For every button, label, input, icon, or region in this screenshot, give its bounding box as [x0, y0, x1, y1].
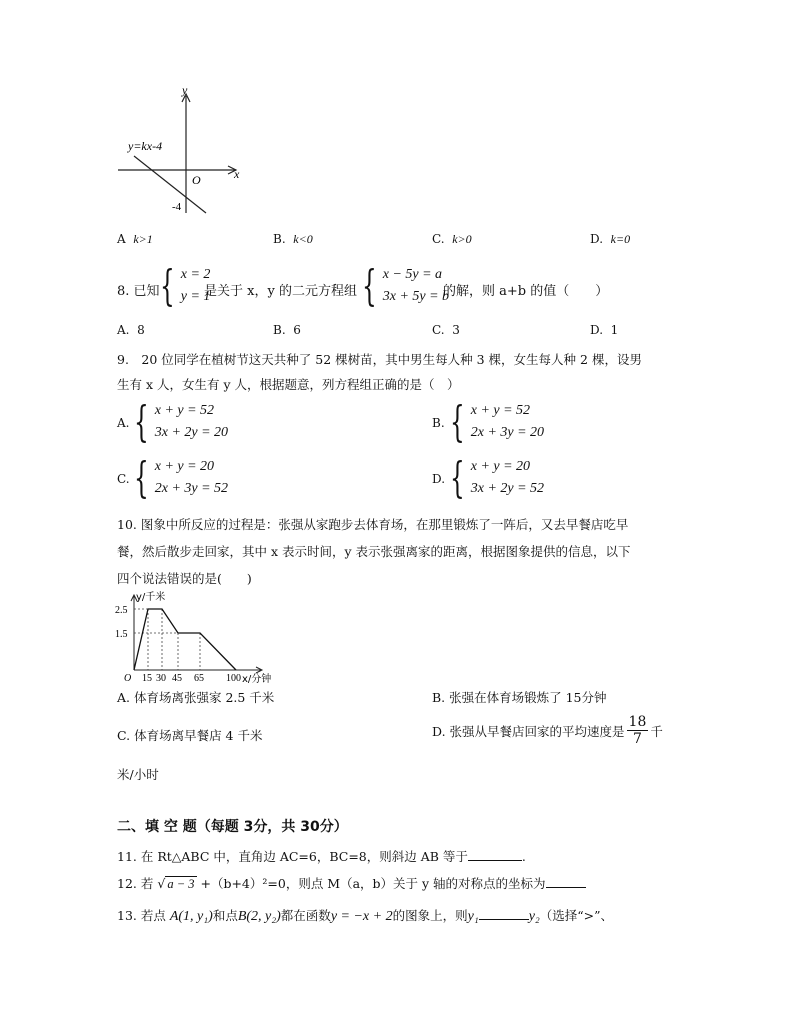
option-letter: D.	[590, 323, 604, 337]
q8-solution-system	[160, 261, 211, 310]
q13-end: （选择“>”、	[539, 908, 614, 923]
system-line: 2x + 3y = 52	[154, 481, 229, 496]
option-text: k=0	[610, 232, 631, 246]
brace: {	[450, 453, 465, 502]
q12-middle: +（b+4）²=0，则点 M（a，b）关于 y 轴的对称点的坐标为	[200, 876, 546, 891]
ytick-1-5: 1.5	[115, 629, 128, 640]
brace: {	[134, 453, 149, 502]
sqrt-symbol: √	[157, 876, 166, 891]
q13-blank[interactable]	[479, 907, 529, 920]
system-line: x + y = 52	[154, 403, 215, 418]
q7-graph	[110, 88, 250, 218]
xtick-65: 65	[194, 673, 204, 684]
brace: {	[362, 261, 377, 310]
option-letter: D.	[590, 232, 604, 246]
q7-option-c	[432, 232, 472, 247]
q10-line3: 四个说法错误的是( )	[117, 571, 252, 586]
q9-line2: 生有 x 人，女生有 y 人，根据题意，列方程组正确的是（ ）	[117, 377, 460, 392]
xtick-45: 45	[172, 673, 182, 684]
xtick-15: 15	[142, 673, 152, 684]
option-text: 1	[610, 323, 619, 337]
section-2-title: 二、填 空 题（每题 3分，共 30分）	[117, 819, 348, 835]
option-text: k>0	[452, 232, 472, 246]
option-text: k<0	[293, 232, 313, 246]
q10-graph	[112, 590, 292, 684]
brace: {	[450, 397, 465, 446]
y-axis-label: y	[182, 88, 188, 97]
option-letter: C.	[432, 232, 445, 246]
q13-and: 和点	[212, 908, 238, 923]
option-letter: B.	[273, 323, 286, 337]
option-d-text: D. 张强从早餐店回家的平均速度是	[432, 723, 625, 739]
q11-blank[interactable]	[468, 848, 522, 861]
system-line: 3x + 5y = b	[382, 289, 450, 304]
q13-prefix: 13. 若点	[117, 908, 166, 923]
q9-line1: 9. 20 位同学在植树节这天共种了 52 棵树苗，其中男生每人种 3 棵，女生每人种 2 棵，设男	[117, 352, 642, 367]
q13-tail: 的图象上，则	[392, 908, 468, 923]
q13-point-b: B(2, y₂)	[237, 909, 281, 924]
fraction-numerator: 18	[628, 714, 647, 730]
origin-label: O	[192, 173, 201, 187]
q8-suffix: 的解，则 a+b 的值（ ）	[443, 284, 609, 299]
system-line: y = 1	[180, 289, 211, 304]
q10-line1: 10. 图象中所反应的过程是：张强从家跑步去体育场，在那里锻炼了一阵后，又去早餐店吃早	[117, 517, 629, 532]
xtick-30: 30	[156, 673, 166, 684]
option-text: 6	[293, 323, 301, 337]
q11-end: .	[521, 849, 526, 864]
q10-option-c: C. 体育场离早餐店 4 千米	[117, 728, 263, 743]
q13-mid: 都在函数	[280, 908, 331, 923]
brace: {	[134, 397, 149, 446]
option-letter: B.	[273, 232, 286, 246]
q8-middle: 是关于 x，y 的二元方程组	[204, 284, 357, 299]
q9-option-c-letter: C.	[117, 472, 130, 486]
option-letter: C.	[432, 323, 445, 337]
q8-option-b	[273, 323, 301, 337]
x-axis-label: x	[234, 167, 240, 181]
q9-option-a-letter: A.	[117, 416, 130, 430]
system-line: x − 5y = a	[382, 267, 443, 282]
y-axis-label: y/千米	[136, 592, 166, 603]
brace: {	[160, 261, 175, 310]
q12-blank[interactable]	[546, 875, 586, 888]
q13-function: y = −x + 2	[330, 909, 393, 924]
x-axis-label: x/分钟	[242, 674, 272, 684]
fraction-denominator: 7	[632, 731, 642, 747]
q7-option-a	[117, 232, 153, 247]
option-letter: A	[117, 232, 126, 246]
q13-point-a: A(1, y₁)	[169, 909, 213, 924]
q9-option-d-system	[450, 453, 545, 502]
fraction	[627, 714, 649, 747]
system-line: x = 2	[180, 267, 211, 282]
distance-curve	[134, 609, 236, 670]
system-line: 3x + 2y = 52	[470, 481, 545, 496]
q9-option-b-letter: B.	[432, 416, 445, 430]
q8-option-d	[590, 323, 618, 337]
q9-option-d-letter: D.	[432, 472, 446, 486]
q12-prefix: 12. 若	[117, 876, 154, 891]
q11-text: 11. 在 Rt△ABC 中，直角边 AC=6，BC=8，则斜边 AB 等于	[117, 849, 468, 864]
q8-option-a	[117, 323, 145, 337]
option-text: 8	[137, 323, 145, 337]
q7-option-d	[590, 232, 630, 247]
ytick-2-5: 2.5	[115, 605, 128, 616]
system-line: 3x + 2y = 20	[154, 425, 229, 440]
q12	[117, 874, 586, 892]
system-line: x + y = 20	[154, 459, 215, 474]
q8-prefix: 8. 已知	[117, 284, 160, 299]
option-text: k>1	[133, 232, 153, 246]
q10-option-d	[432, 714, 663, 747]
xtick-100: 100	[226, 673, 241, 684]
q9-option-c-system	[134, 453, 229, 502]
q10-option-d-continued: 米/小时	[117, 767, 159, 782]
option-letter: A.	[117, 323, 130, 337]
q9-option-a-system	[134, 397, 229, 446]
q10-line2: 餐，然后散步走回家，其中 x 表示时间，y 表示张强离家的距离，根据图象提供的信息，以下	[117, 544, 631, 559]
q10-option-b: B. 张强在体育场锻炼了 15分钟	[432, 690, 607, 705]
q13-y1: y₁	[467, 909, 479, 924]
q8-equation-system	[362, 261, 450, 310]
q12-radicand: a − 3	[167, 877, 195, 891]
intercept-label: -4	[172, 201, 182, 213]
q9-option-b-system	[450, 397, 545, 446]
q13	[117, 906, 613, 925]
q8-option-c	[432, 323, 460, 337]
q11	[117, 847, 526, 865]
option-text: 3	[452, 323, 460, 337]
q7-option-b	[273, 232, 313, 247]
line-label: y=kx-4	[128, 139, 163, 153]
origin-label: O	[124, 673, 132, 684]
system-line: 2x + 3y = 20	[470, 425, 545, 440]
option-d-unit: 千	[650, 723, 663, 739]
q13-y2: y₂	[528, 909, 540, 924]
system-line: x + y = 20	[470, 459, 531, 474]
system-line: x + y = 52	[470, 403, 531, 418]
q10-option-a: A. 体育场离张强家 2.5 千米	[117, 690, 275, 705]
